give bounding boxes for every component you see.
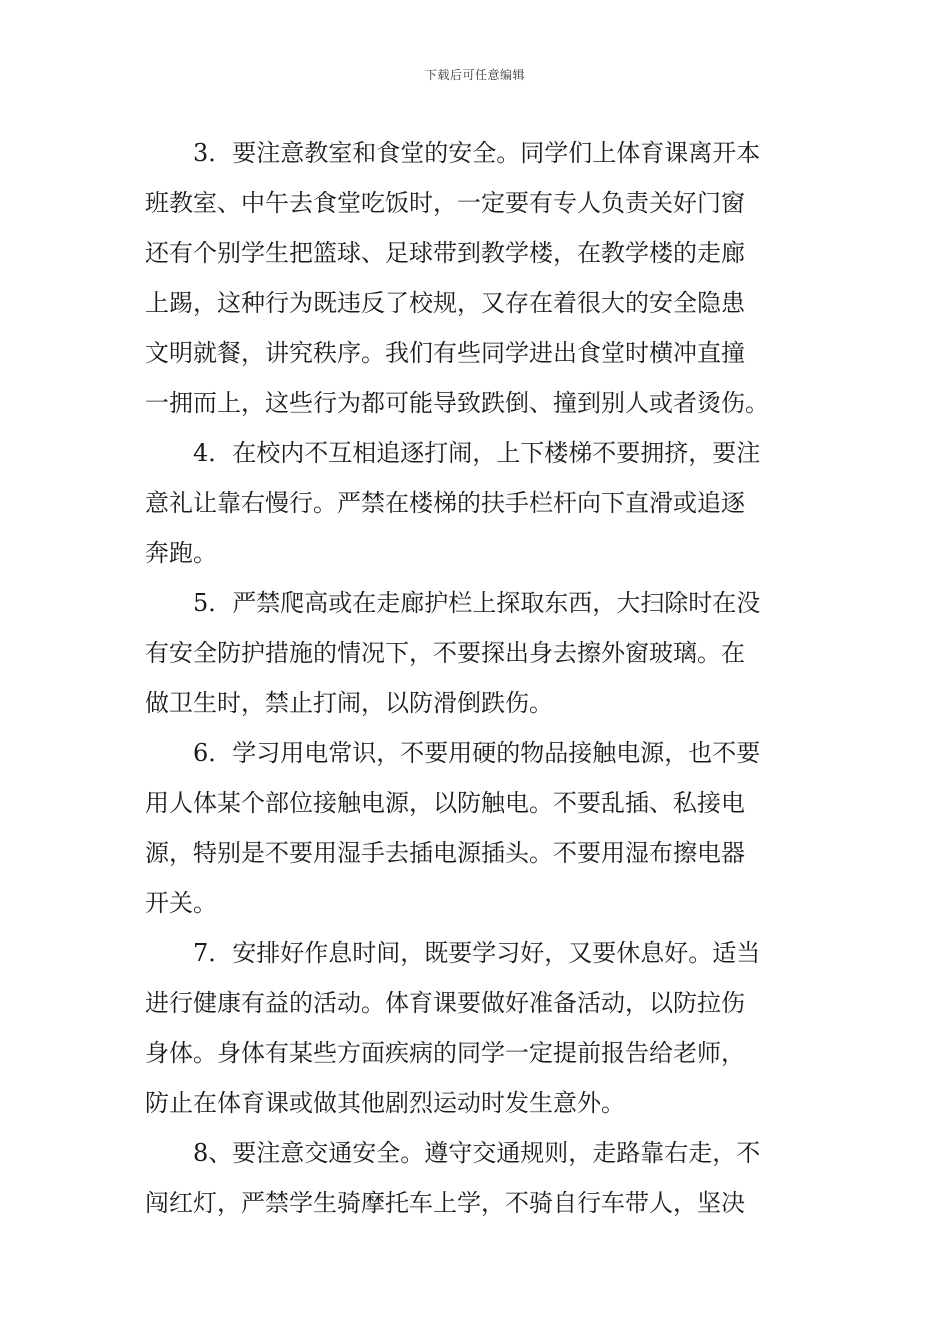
text-line: 班教室、中午去食堂吃饭时，一定要有专人负责关好门窗	[145, 189, 745, 217]
text-line: 一拥而上，这些行为都可能导致跌倒、撞到别人或者烫伤。	[145, 389, 769, 417]
text-line: 上踢，这种行为既违反了校规，又存在着很大的安全隐患	[145, 289, 745, 317]
text-line: 5．严禁爬高或在走廊护栏上探取东西，大扫除时在没	[193, 589, 761, 617]
text-line: 防止在体育课或做其他剧烈运动时发生意外。	[145, 1089, 625, 1117]
document-body	[145, 128, 810, 1228]
text-line: 6．学习用电常识，不要用硬的物品接触电源，也不要	[193, 739, 761, 767]
text-line: 8、要注意交通安全。遵守交通规则，走路靠右走，不	[193, 1139, 761, 1167]
text-line: 意礼让靠右慢行。严禁在楼梯的扶手栏杆向下直滑或追逐	[145, 489, 745, 517]
text-line: 3．要注意教室和食堂的安全。同学们上体育课离开本	[193, 139, 761, 167]
text-line: 有安全防护措施的情况下，不要探出身去擦外窗玻璃。在	[145, 639, 745, 667]
text-line: 闯红灯，严禁学生骑摩托车上学，不骑自行车带人，坚决	[145, 1189, 745, 1217]
text-line: 7．安排好作息时间，既要学习好，又要休息好。适当	[193, 939, 761, 967]
text-line: 奔跑。	[145, 539, 217, 567]
text-line: 身体。身体有某些方面疾病的同学一定提前报告给老师，	[145, 1039, 745, 1067]
text-line: 做卫生时，禁止打闹，以防滑倒跌伤。	[145, 689, 553, 717]
text-line: 用人体某个部位接触电源，以防触电。不要乱插、私接电	[145, 789, 745, 817]
page-header: 下载后可任意编辑	[424, 68, 525, 82]
text-line: 还有个别学生把篮球、足球带到教学楼，在教学楼的走廊	[145, 239, 745, 267]
text-line: 开关。	[145, 889, 217, 917]
text-line: 4．在校内不互相追逐打闹，上下楼梯不要拥挤，要注	[193, 439, 761, 467]
text-line: 源，特别是不要用湿手去插电源插头。不要用湿布擦电器	[145, 839, 745, 867]
text-line: 文明就餐，讲究秩序。我们有些同学进出食堂时横冲直撞	[145, 339, 745, 367]
text-line: 进行健康有益的活动。体育课要做好准备活动，以防拉伤	[145, 989, 745, 1017]
